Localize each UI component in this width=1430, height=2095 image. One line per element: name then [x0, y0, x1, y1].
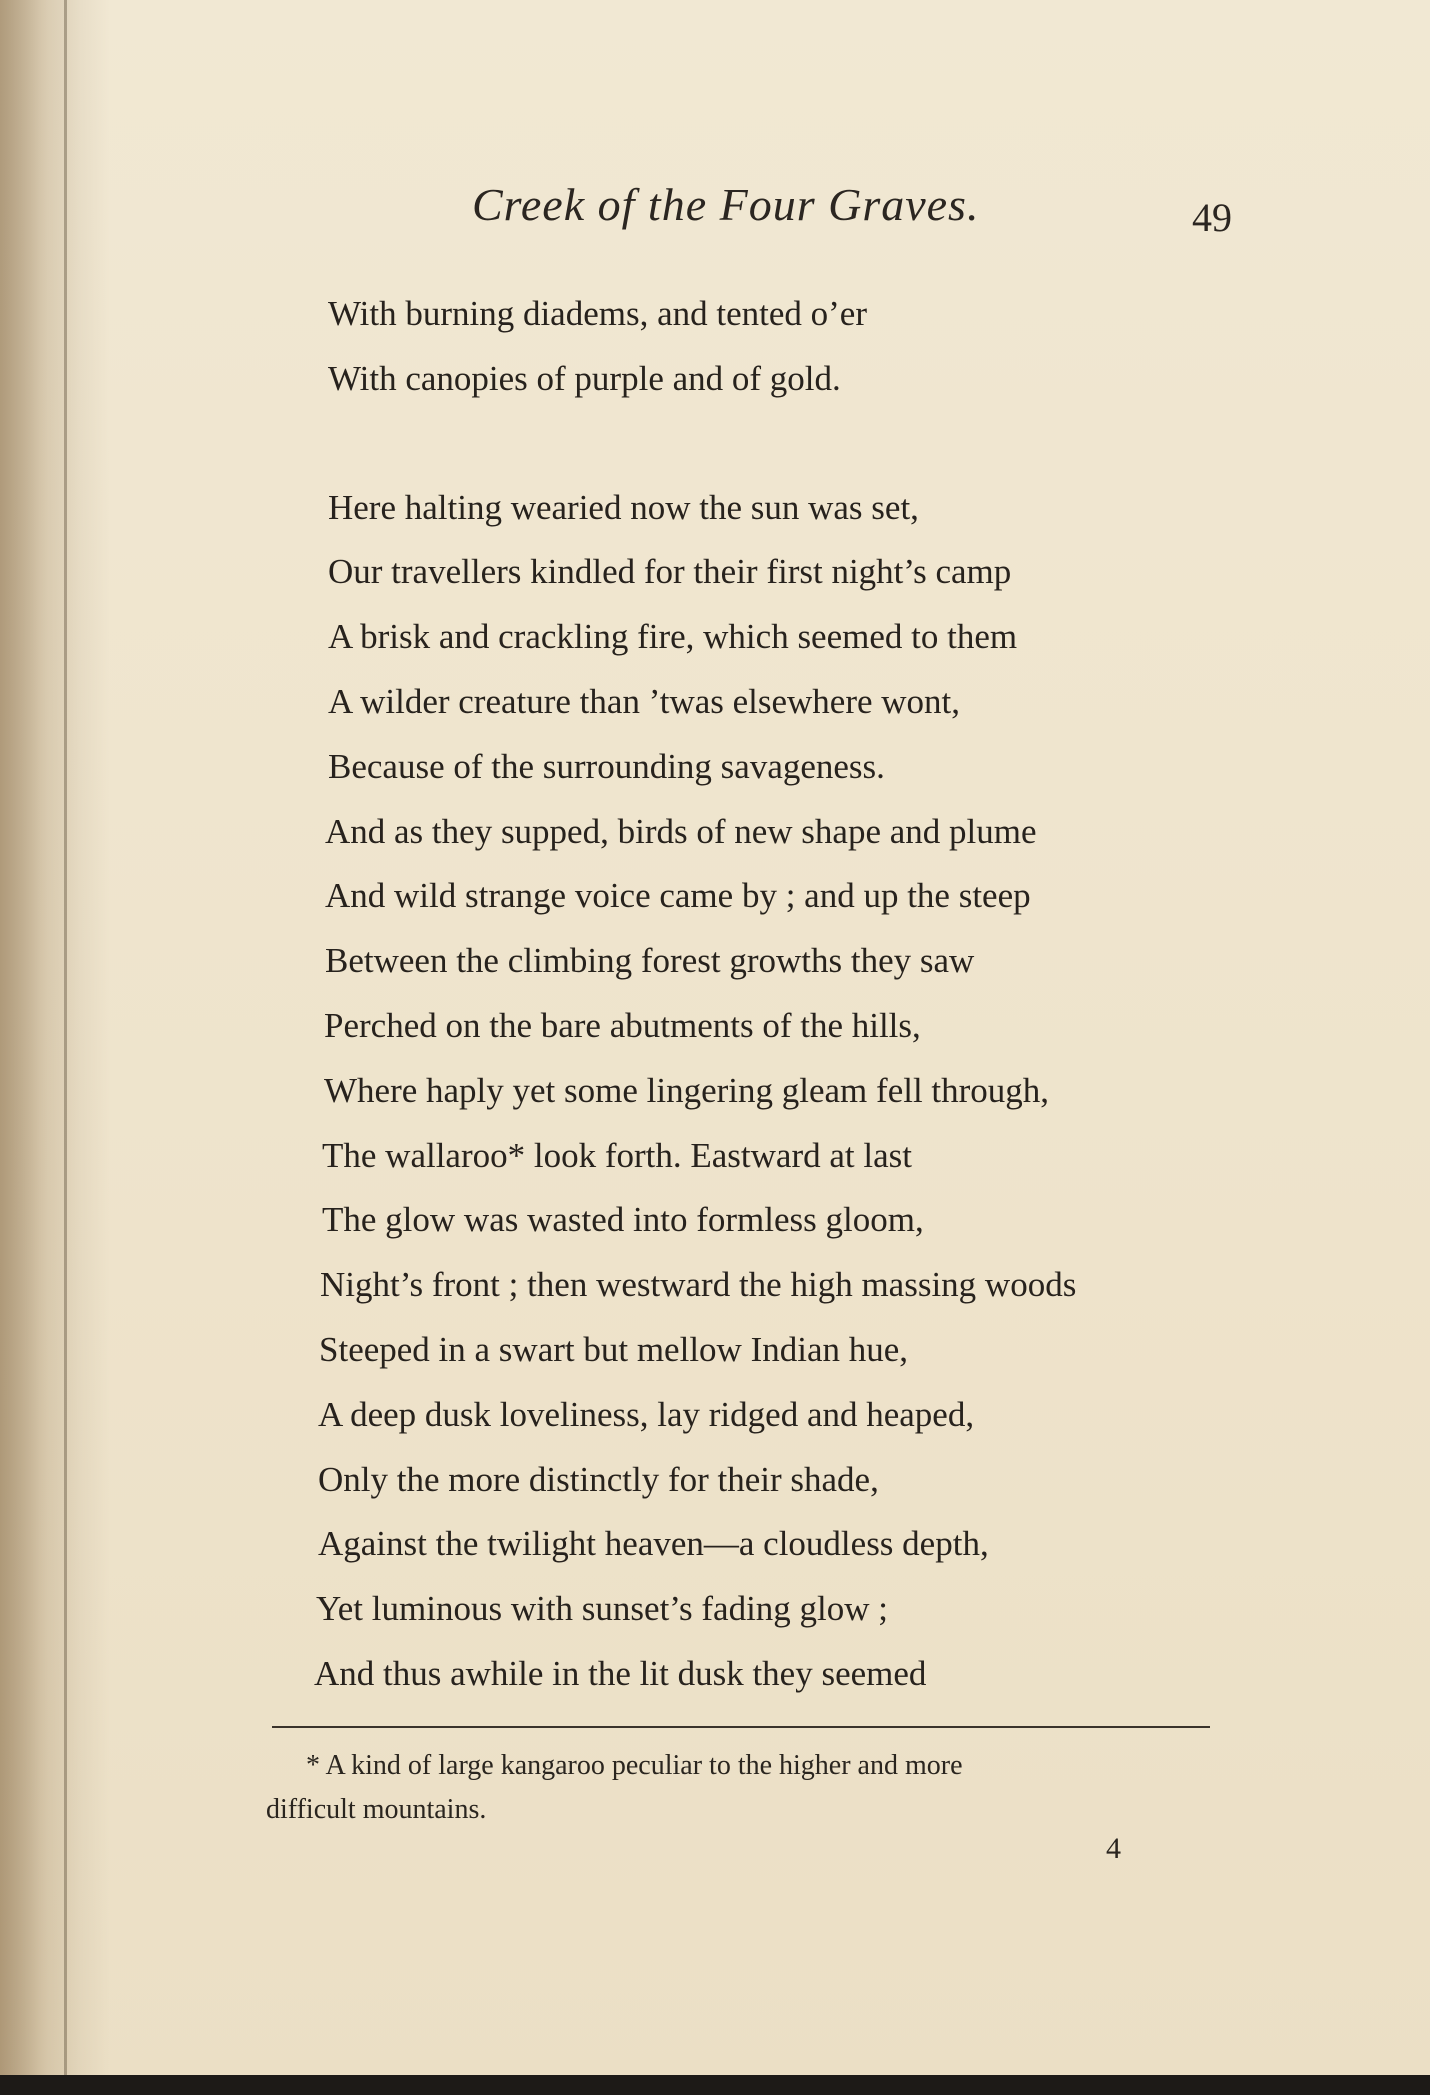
verse-line: With canopies of purple and of gold. — [328, 358, 841, 398]
footnote-line: * A kind of large kangaroo peculiar to the higher and more — [306, 1750, 963, 1781]
verse-line: With burning diadems, and tented o’er — [328, 294, 867, 333]
verse-line: The glow was wasted into formless gloom, — [322, 1200, 924, 1240]
verse-line: Between the climbing forest growths they saw — [325, 941, 975, 981]
stanza-break — [0, 412, 1430, 476]
verse-line: Because of the surrounding savageness. — [328, 746, 885, 786]
verse-line: Night’s front ; then westward the high massing woods — [320, 1265, 1077, 1305]
footnote-line: difficult mountains. — [266, 1794, 487, 1825]
verse-line: Our travellers kindled for their first night’s camp — [328, 552, 1012, 592]
stanza-1 — [0, 282, 1430, 412]
verse-line: A brisk and crackling fire, which seemed to them — [328, 617, 1018, 657]
running-title: Creek of the Four Graves. — [472, 179, 980, 230]
verse-line: Where haply yet some lingering gleam fell through, — [324, 1070, 1050, 1110]
stanza-2 — [0, 476, 1430, 1707]
poem-verse — [0, 282, 1430, 1707]
verse-line: Only the more distinctly for their shade, — [318, 1459, 879, 1499]
verse-line: Against the twilight heaven—a cloudless depth, — [318, 1524, 989, 1564]
verse-line: Perched on the bare abutments of the hills, — [324, 1005, 921, 1045]
verse-line: Steeped in a swart but mellow Indian hue, — [319, 1329, 909, 1369]
verse-line: And as they supped, birds of new shape and plume — [325, 811, 1037, 851]
signature-mark: 4 — [1106, 1832, 1121, 1865]
page-bottom-edge — [0, 2075, 1430, 2095]
verse-line: Yet luminous with sunset’s fading glow ; — [316, 1589, 889, 1629]
verse-line: And thus awhile in the lit dusk they seemed — [314, 1653, 927, 1693]
footnote — [266, 1744, 1226, 1832]
verse-line: A deep dusk loveliness, lay ridged and heaped, — [318, 1394, 975, 1434]
page-header — [0, 178, 1430, 248]
footnote-rule — [272, 1726, 1210, 1728]
verse-line: The wallaroo* look forth. Eastward at last — [322, 1135, 912, 1175]
verse-line: Here halting wearied now the sun was set, — [328, 487, 919, 527]
verse-line: A wilder creature than ’twas elsewhere wont, — [328, 681, 961, 721]
page-number: 49 — [1192, 195, 1232, 240]
verse-line: And wild strange voice came by ; and up the steep — [325, 876, 1031, 916]
